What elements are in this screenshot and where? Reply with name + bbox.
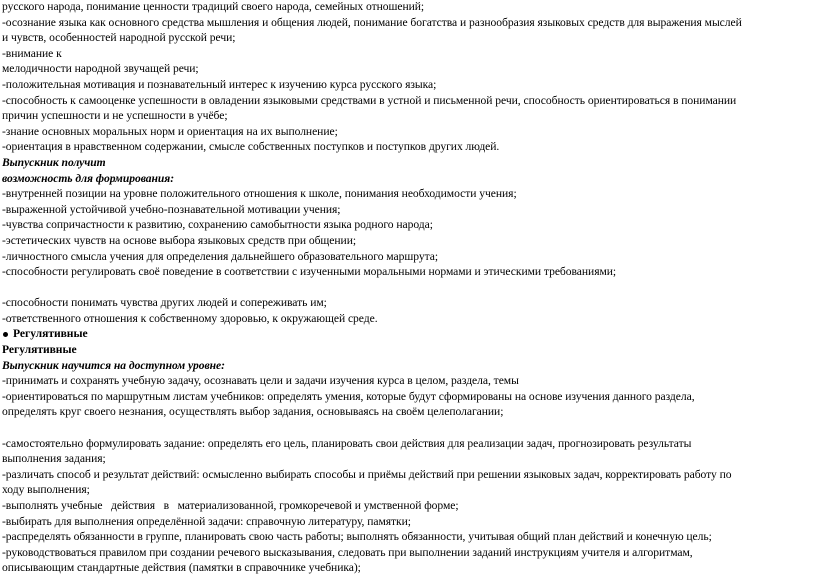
section-heading: возможность для формирования: <box>2 171 175 185</box>
text-line: -ответственного отношения к собственному здоровью, к окружающей среде. <box>2 311 378 325</box>
text-line: -выбирать для выполнения определённой задачи: справочную литературу, памятки; <box>2 514 411 528</box>
text-line: русского народа, понимание ценности традиций своего народа, семейных отношений; <box>2 0 425 13</box>
text-line: выполнения задания; <box>2 452 106 466</box>
bulleted-heading <box>2 326 812 342</box>
text-line: -личностного смысла учения для определения дальнейшего образовательного маршрута; <box>2 249 438 263</box>
section-heading: Выпускник научится на доступном уровне: <box>2 358 225 372</box>
text-line: -выполнять учебные действия в материализованной, громкоречевой и умственной форме; <box>2 499 459 512</box>
text-line: -различать способ и результат действий: осмысленно выбирать способы и приёмы действий при решении языковых задач, корректировать работу по <box>2 467 732 481</box>
text-line: ходу выполнения; <box>2 483 90 497</box>
text-line: мелодичности народной звучащей речи; <box>2 62 199 76</box>
text-line: -самостоятельно формулировать задание: определять его цель, планировать свои действия для реализации задач, прогнозировать результаты <box>2 436 692 450</box>
bullet-icon <box>3 332 8 337</box>
text-line: -внимание к <box>2 46 62 60</box>
section-heading: Выпускник получит <box>2 155 106 169</box>
document-page <box>2 0 812 576</box>
text-line: -ориентация в нравственном содержании, смысле собственных поступков и поступков других людей. <box>2 140 500 154</box>
text-line: -положительная мотивация и познавательный интерес к изучению курса русского языка; <box>2 77 437 91</box>
text-line: -способности понимать чувства других людей и сопереживать им; <box>2 296 327 310</box>
text-line: причин успешности и не успешности в учёбе; <box>2 109 228 123</box>
text-line: -знание основных моральных норм и ориентация на их выполнение; <box>2 124 338 138</box>
text-line: описывающим стандартные действия (памятки в справочнике учебника); <box>2 561 361 575</box>
text-line: -эстетических чувств на основе выбора языковых средств при общении; <box>2 233 357 247</box>
text-line: -способность к самооценке успешности в овладении языковыми средствами в устной и письменной речи, способность ориентироваться в понимании <box>2 93 737 107</box>
text-line: -распределять обязанности в группе, планировать свою часть работы; выполнять обязанности, учитывая общий план действий и конечную цель; <box>2 530 712 544</box>
text-line: и чувств, особенностей народной русской речи; <box>2 31 236 45</box>
text-line: определять круг своего незнания, осуществлять выбор задания, основываясь на своём целеполагании; <box>2 405 504 419</box>
bulleted-heading-label: Регулятивные <box>13 327 88 341</box>
text-line: -способности регулировать своё поведение в соответствии с изученными моральными нормами и этическими требованиями; <box>2 265 617 279</box>
text-line: -чувства сопричастности к развитию, сохранению самобытности языка родного народа; <box>2 218 433 232</box>
blank-line <box>2 280 812 296</box>
section-heading: Регулятивные <box>2 343 77 357</box>
text-line: -принимать и сохранять учебную задачу, осознавать цели и задачи изучения курса в целом, раздела, темы <box>2 374 519 388</box>
text-line: -руководствоваться правилом при создании речевого высказывания, следовать при выполнении заданий инструкциям учителя и алгоритмам, <box>2 545 693 559</box>
text-line: -внутренней позиции на уровне положительного отношения к школе, понимания необходимости учения; <box>2 187 517 201</box>
text-line: -ориентироваться по маршрутным листам учебников: определять умения, которые будут сформированы на основе изучения данного раздела, <box>2 389 695 403</box>
text-line: -выраженной устойчивой учебно-познавательной мотивации учения; <box>2 202 341 216</box>
text-line: -осознание языка как основного средства мышления и общения людей, понимание богатства и разнообразия языковых средств для выражения мыслей <box>2 15 742 29</box>
blank-line <box>2 420 812 436</box>
